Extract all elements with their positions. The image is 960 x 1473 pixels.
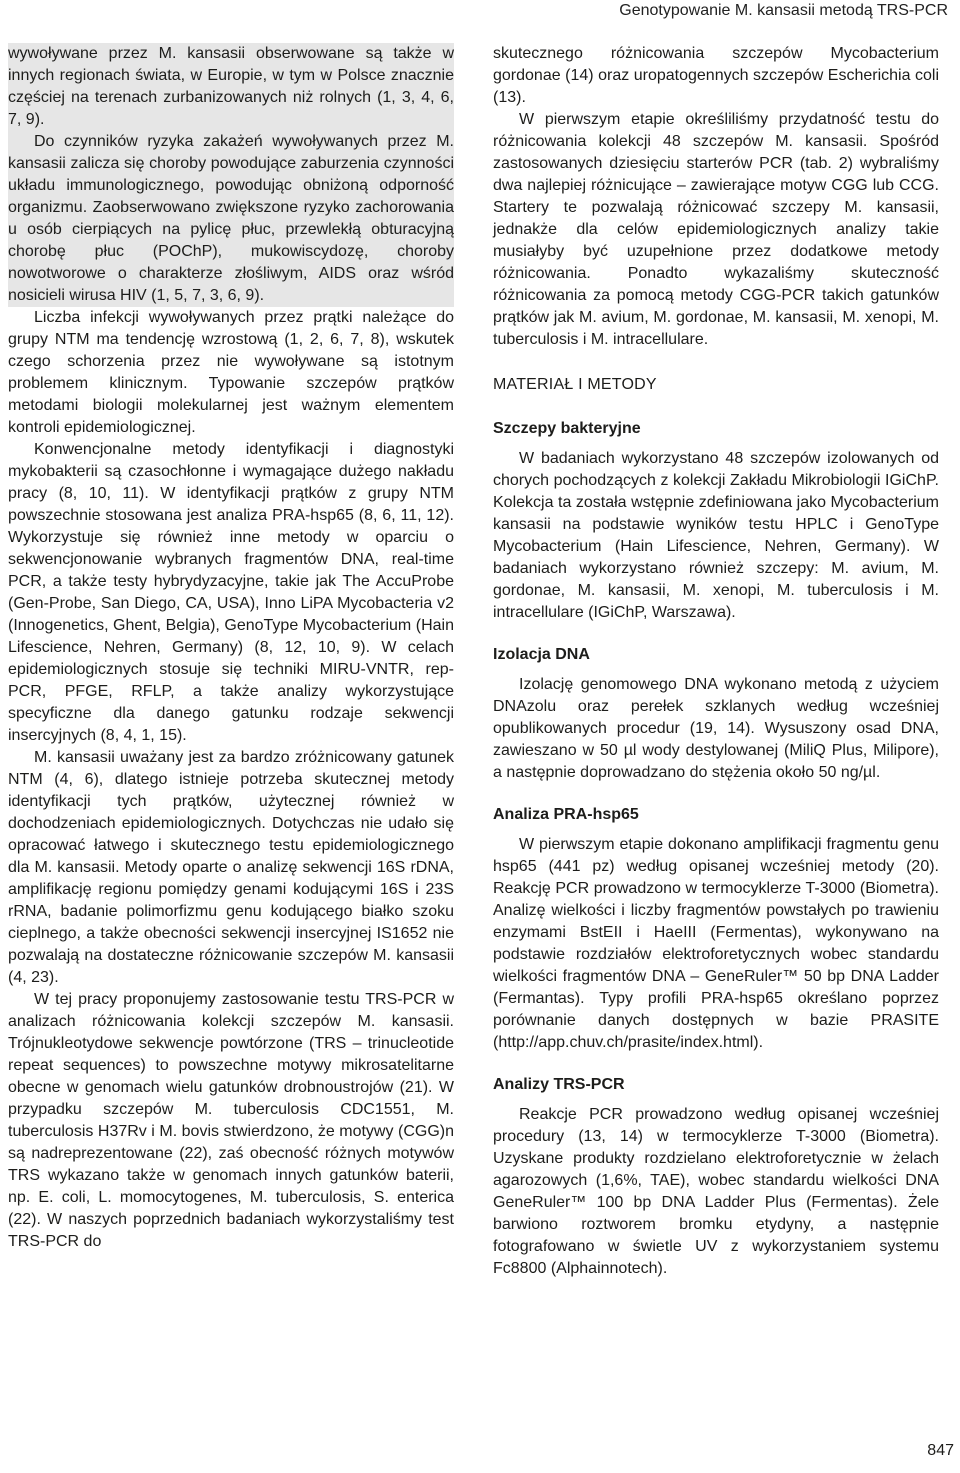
subheading-pra-analysis: Analiza PRA-hsp65 — [493, 806, 639, 823]
paragraph-risk-factors: Do czynników ryzyka zakażeń wywoływanych przez M. kansasii zalicza się choroby powodujące zaburzenia czynności układu immunologicznego, powodując obniżoną odporność organizmu. Zaobserwowano zwiększone ryzyko zachorowania u osób cierpiących na pylicę płuc, przewlekłą obturacyjną chorobę płuc (POChP), mukowiscydozę, choroby nowotworowe o charakterze złośliwym, AIDS oraz wśród nosicieli wirusa HIV (1, 5, 7, 3, 6, 9). — [8, 131, 454, 307]
left-column — [8, 43, 454, 1253]
paragraph-urban-incidence: wywoływane przez M. kansasii obserwowane są także w innych regionach świata, w Europie, w tym w Polsce znacznie częściej na terenach zurbanizowanych niż rolnych (1, 3, 4, 6, 7, 9). — [8, 43, 454, 131]
paragraph-dna-isolation: Izolację genomowego DNA wykonano metodą z użyciem DNAzolu oraz perełek szklanych według wcześniej opublikowanych procedur (19, 14). Wysuszony osad DNA, zawieszano w 50 µl wody destylowanej (MiliQ Plus, Milipore), a następnie doprowadzano do stężenia około 50 ng/µl. — [493, 676, 939, 781]
paragraph-previous-studies: skutecznego różnicowania szczepów Mycobacterium gordonae (14) oraz uropatogennych szczepów Escherichia coli (13). — [493, 45, 939, 106]
running-header: Genotypowanie M. kansasii metodą TRS-PCR — [619, 2, 948, 19]
paragraph-trs-pcr-analysis: Reakcje PCR prowadzono według opisanej wcześniej procedury (13, 14) w termocyklerze T-3000 (Biometra). Uzyskane produkty rozdzielano elektroforetycznie w żelach agarozowych (1,6%, TAE), wobec standardu wielkości DNA GeneRuler™ 100 bp DNA Ladder Plus (Fermentas). Żele barwiono roztworem bromku etydyny, a następnie fotografowano w świetle UV z wykorzystaniem systemu Fc8800 (Alphainnotech). — [493, 1106, 939, 1277]
subheading-dna-isolation: Izolacja DNA — [493, 646, 590, 663]
right-column — [493, 43, 939, 1280]
section-heading-materials-methods: MATERIAŁ I METODY — [493, 376, 657, 393]
paragraph-trs-pcr-proposal: W tej pracy proponujemy zastosowanie testu TRS-PCR w analizach różnicowania kolekcji szczepów M. kansasii. Trójnukleotydowe sekwencje powtórzone (TRS – trinucleotide repeat sequences) to powszechne motywy mikrosatelitarne obecne w genomach wielu gatunków drobnoustrojów (21). W przypadku szczepów M. tuberculosis CDC1551, M. tuberculosis H37Rv i M. bovis stwierdzono, że motywy (CGG)n są nadreprezentowane (22), zaś obecność różnych motywów TRS wykazano także w genomach innych gatunków baterii, np. E. coli, L. momocytogenes, M. tuberculosis, S. enterica (22). W naszych poprzednich badaniach wykorzystaliśmy test TRS-PCR do — [8, 991, 454, 1250]
paragraph-kansasii-diversity: M. kansasii uważany jest za bardzo zróżnicowany gatunek NTM (4, 6), dlatego istnieje potrzeba skutecznej metody identyfikacji tych prątków, użytecznej również w dochodzeniach epidemiologicznych. Dotychczas nie udało się opracować łatwego i skutecznego testu epidemiologicznego dla M. kansasii. Metody oparte o analizę sekwencji 16S rDNA, amplifikację regionu pomiędzy genami kodującymi 16S i 23S rRNA, badanie polimorfizmu genu kodującego białko szoku cieplnego, a także obecności sekwencji insercyjnej IS1652 nie pozwalają na dostateczne różnicowanie szczepów M. kansasii (4, 23). — [8, 749, 454, 986]
paragraph-bacterial-strains: W badaniach wykorzystano 48 szczepów izolowanych od chorych pochodzących z kolekcji Zakładu Mikrobiologii IGiChP. Kolekcja ta została wstępnie zdefiniowana jako Mycobacterium kansasii na podstawie wyników testu HPLC i GenoType Mycobacterium (Hain Lifescience, Nehren, Germany). W badaniach wykorzystano również szczepy: M. avium, M. gordonae, M. kansasii, M. xenopi, M. tuberculosis i M. intracellulare (IGiChP, Warszawa). — [493, 450, 939, 621]
subheading-bacterial-strains: Szczepy bakteryjne — [493, 420, 641, 437]
paragraph-conventional-methods: Konwencjonalne metody identyfikacji i diagnostyki mykobakterii są czasochłonne i wymagające dużego nakładu pracy (8, 10, 11). W identyfikacji prątków z grupy NTM powszechnie stosowana jest analiza PRA-hsp65 (8, 6, 11, 12). Wykorzystuje się również inne metody w oparciu o sekwencjonowanie wybranych fragmentów DNA, real-time PCR, a także testy hybrydyzacyjne, takie jak The AccuProbe (Gen-Probe, San Diego, CA, USA), Inno LiPA Mycobacteria v2 (Innogenetics, Ghent, Belgia), GenoType Mycobacterium (Hain Lifescience, Nehren, Germany) (8, 12, 10, 9). W celach epidemiologicznych stosuje się techniki MIRU-VNTR, rep-PCR, PFGE, RFLP, a także analizy wykorzystujące specyficzne dla danego gatunku rodzaje sekwencji insercyjnych (8, 4, 1, 15). — [8, 441, 454, 744]
paragraph-ntm-trend: Liczba infekcji wywoływanych przez prątki należące do grupy NTM ma tendencję wzrostową (1, 2, 6, 7, 8), wskutek czego schorzenia przez nie wywoływane są istotnym problemem klinicznym. Typowanie szczepów prątków metodami biologii molekularnej jest ważnym elementem kontroli epidemiologicznej. — [8, 309, 454, 436]
page-number: 847 — [927, 1442, 954, 1459]
paragraph-first-stage: W pierwszym etapie określiliśmy przydatność testu do różnicowania kolekcji 48 szczepów M. kansasii. Spośród zastosowanych dziesięciu starterów PCR (tab. 2) wybraliśmy dwa najlepiej różnicujące – zawierające motyw CGG lub CCG. Startery te pozwalają różnicować szczepy M. kansasii, jednakże dla celów epidemiologicznych analizy takie musiałyby być uzupełnione przez dodatkowe metody różnicowania. Ponadto wykazaliśmy skuteczność różnicowania za pomocą metody CGG-PCR takich gatunków prątków jak M. avium, M. gordonae, M. kansasii, M. xenopi, M. tuberculosis i M. intracellulare. — [493, 111, 939, 348]
subheading-trs-pcr-analysis: Analizy TRS-PCR — [493, 1076, 625, 1093]
paragraph-pra-analysis: W pierwszym etapie dokonano amplifikacji fragmentu genu hsp65 (441 pz) według opisanej wcześniej metody (20). Reakcję PCR prowadzono w termocyklerze T-3000 (Biometra). Analizę wielkości i liczby fragmentów powstałych po trawieniu enzymami BstEII i HaeIII (Fermentas), wykonywano na podstawie rozdziałów elektroforetycznych wobec standardu wielkości fragmentów DNA – GeneRuler™ 50 bp DNA Ladder (Fermantas). Typy profili PRA-hsp65 określano poprzez porównanie danych dostępnych w bazie PRASITE (http://app.chuv.ch/prasite/index.html). — [493, 836, 939, 1051]
